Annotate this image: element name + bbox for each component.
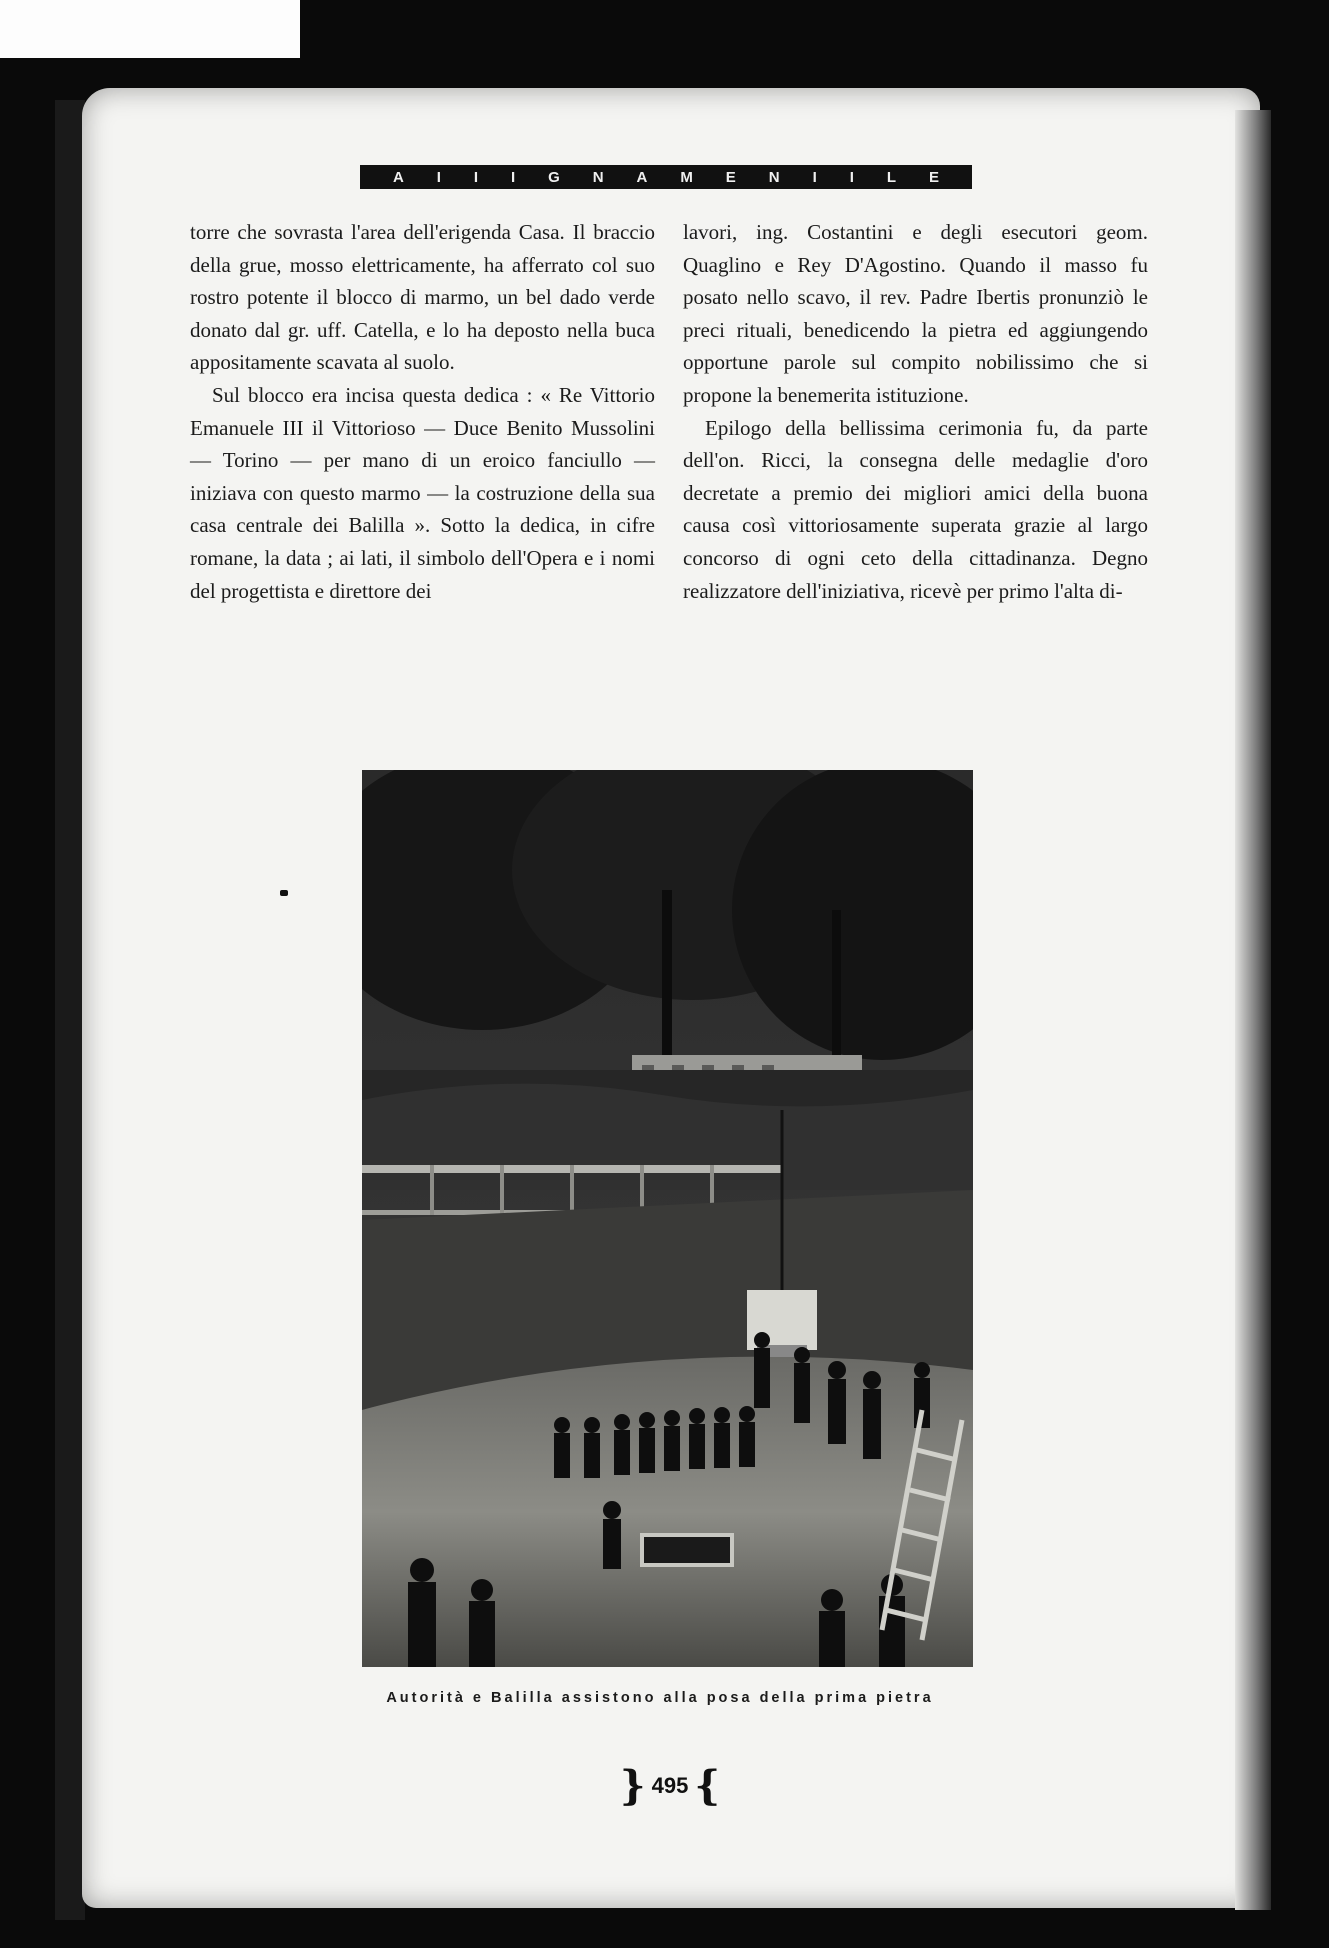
running-head-letter: M — [680, 168, 693, 186]
ceremony-photo-illustration — [362, 770, 973, 1667]
paragraph: Epilogo della bellissima cerimonia fu, da parte dell'on. Ricci, la consegna delle medaglie d'oro decretate a premio dei migliori amici della buona causa così vittoriosamente superata grazie al largo concorso di ogni ceto della cittadinanza. Degno realizzatore dell'iniziativa, ricevè per primo l'alta di- — [683, 415, 1148, 603]
paragraph: lavori, ing. Costantini e degli esecutori geom. Quaglino e Rey D'Agostino. Quando il masso fu posato nello scavo, il rev. Padre Ibertis pronunziò le preci rituali, benedicendo la pietra ed aggiungendo opportune parole sul compito nobilissimo che si propone la benemerita istituzione. — [683, 220, 1148, 407]
ornament-left-icon: } — [619, 1762, 646, 1809]
running-head-letter: I — [473, 168, 479, 186]
running-head-letter: N — [592, 168, 604, 186]
print-speck — [280, 890, 288, 896]
ceremony-photo — [362, 770, 973, 1667]
running-head-letter: E — [928, 168, 939, 186]
running-head-letter: I — [436, 168, 441, 186]
photo-caption: Autorità e Balilla assistono alla posa della prima pietra — [386, 1690, 934, 1706]
paragraph: torre che sovrasta l'area dell'erigenda Casa. Il braccio della grue, mosso elettricamente, ha afferrato col suo rostro potente il blocco di marmo, un bel dado verde donato dal gr. uff. Catella, e lo ha deposto nella buca appositamente scavata al suolo. — [190, 220, 655, 375]
running-head — [360, 165, 972, 189]
running-head-letter: I — [812, 168, 817, 186]
running-head-letter: I — [511, 168, 516, 186]
text-column-left — [190, 216, 655, 607]
ornament-right-icon: { — [694, 1762, 721, 1809]
running-head-letter: I — [849, 168, 854, 186]
running-head-letter: G — [548, 168, 560, 186]
running-head-letter: L — [886, 168, 896, 186]
running-head-letter: A — [392, 168, 404, 186]
page-number-value: 495 — [651, 1772, 689, 1798]
running-head-letter: A — [636, 168, 648, 186]
page-gutter-shadow — [1235, 110, 1271, 1910]
scan-border-left — [55, 100, 85, 1920]
scan-border-top — [0, 0, 300, 58]
page-number — [600, 1762, 740, 1809]
paragraph: Sul blocco era incisa questa dedica : « Re Vittorio Emanuele III il Vittorioso — Duce Benito Mussolini — Torino — per mano di un eroico fanciullo — iniziava con questo marmo — la costruzione della sua casa centrale dei Balilla ». Sotto la dedica, in cifre romane, la data ; ai lati, il simbolo dell'Opera e i nomi del progettista e direttore dei — [190, 382, 655, 603]
text-column-right — [683, 216, 1148, 607]
running-head-letter: E — [725, 168, 736, 186]
running-head-letter: N — [768, 168, 780, 186]
